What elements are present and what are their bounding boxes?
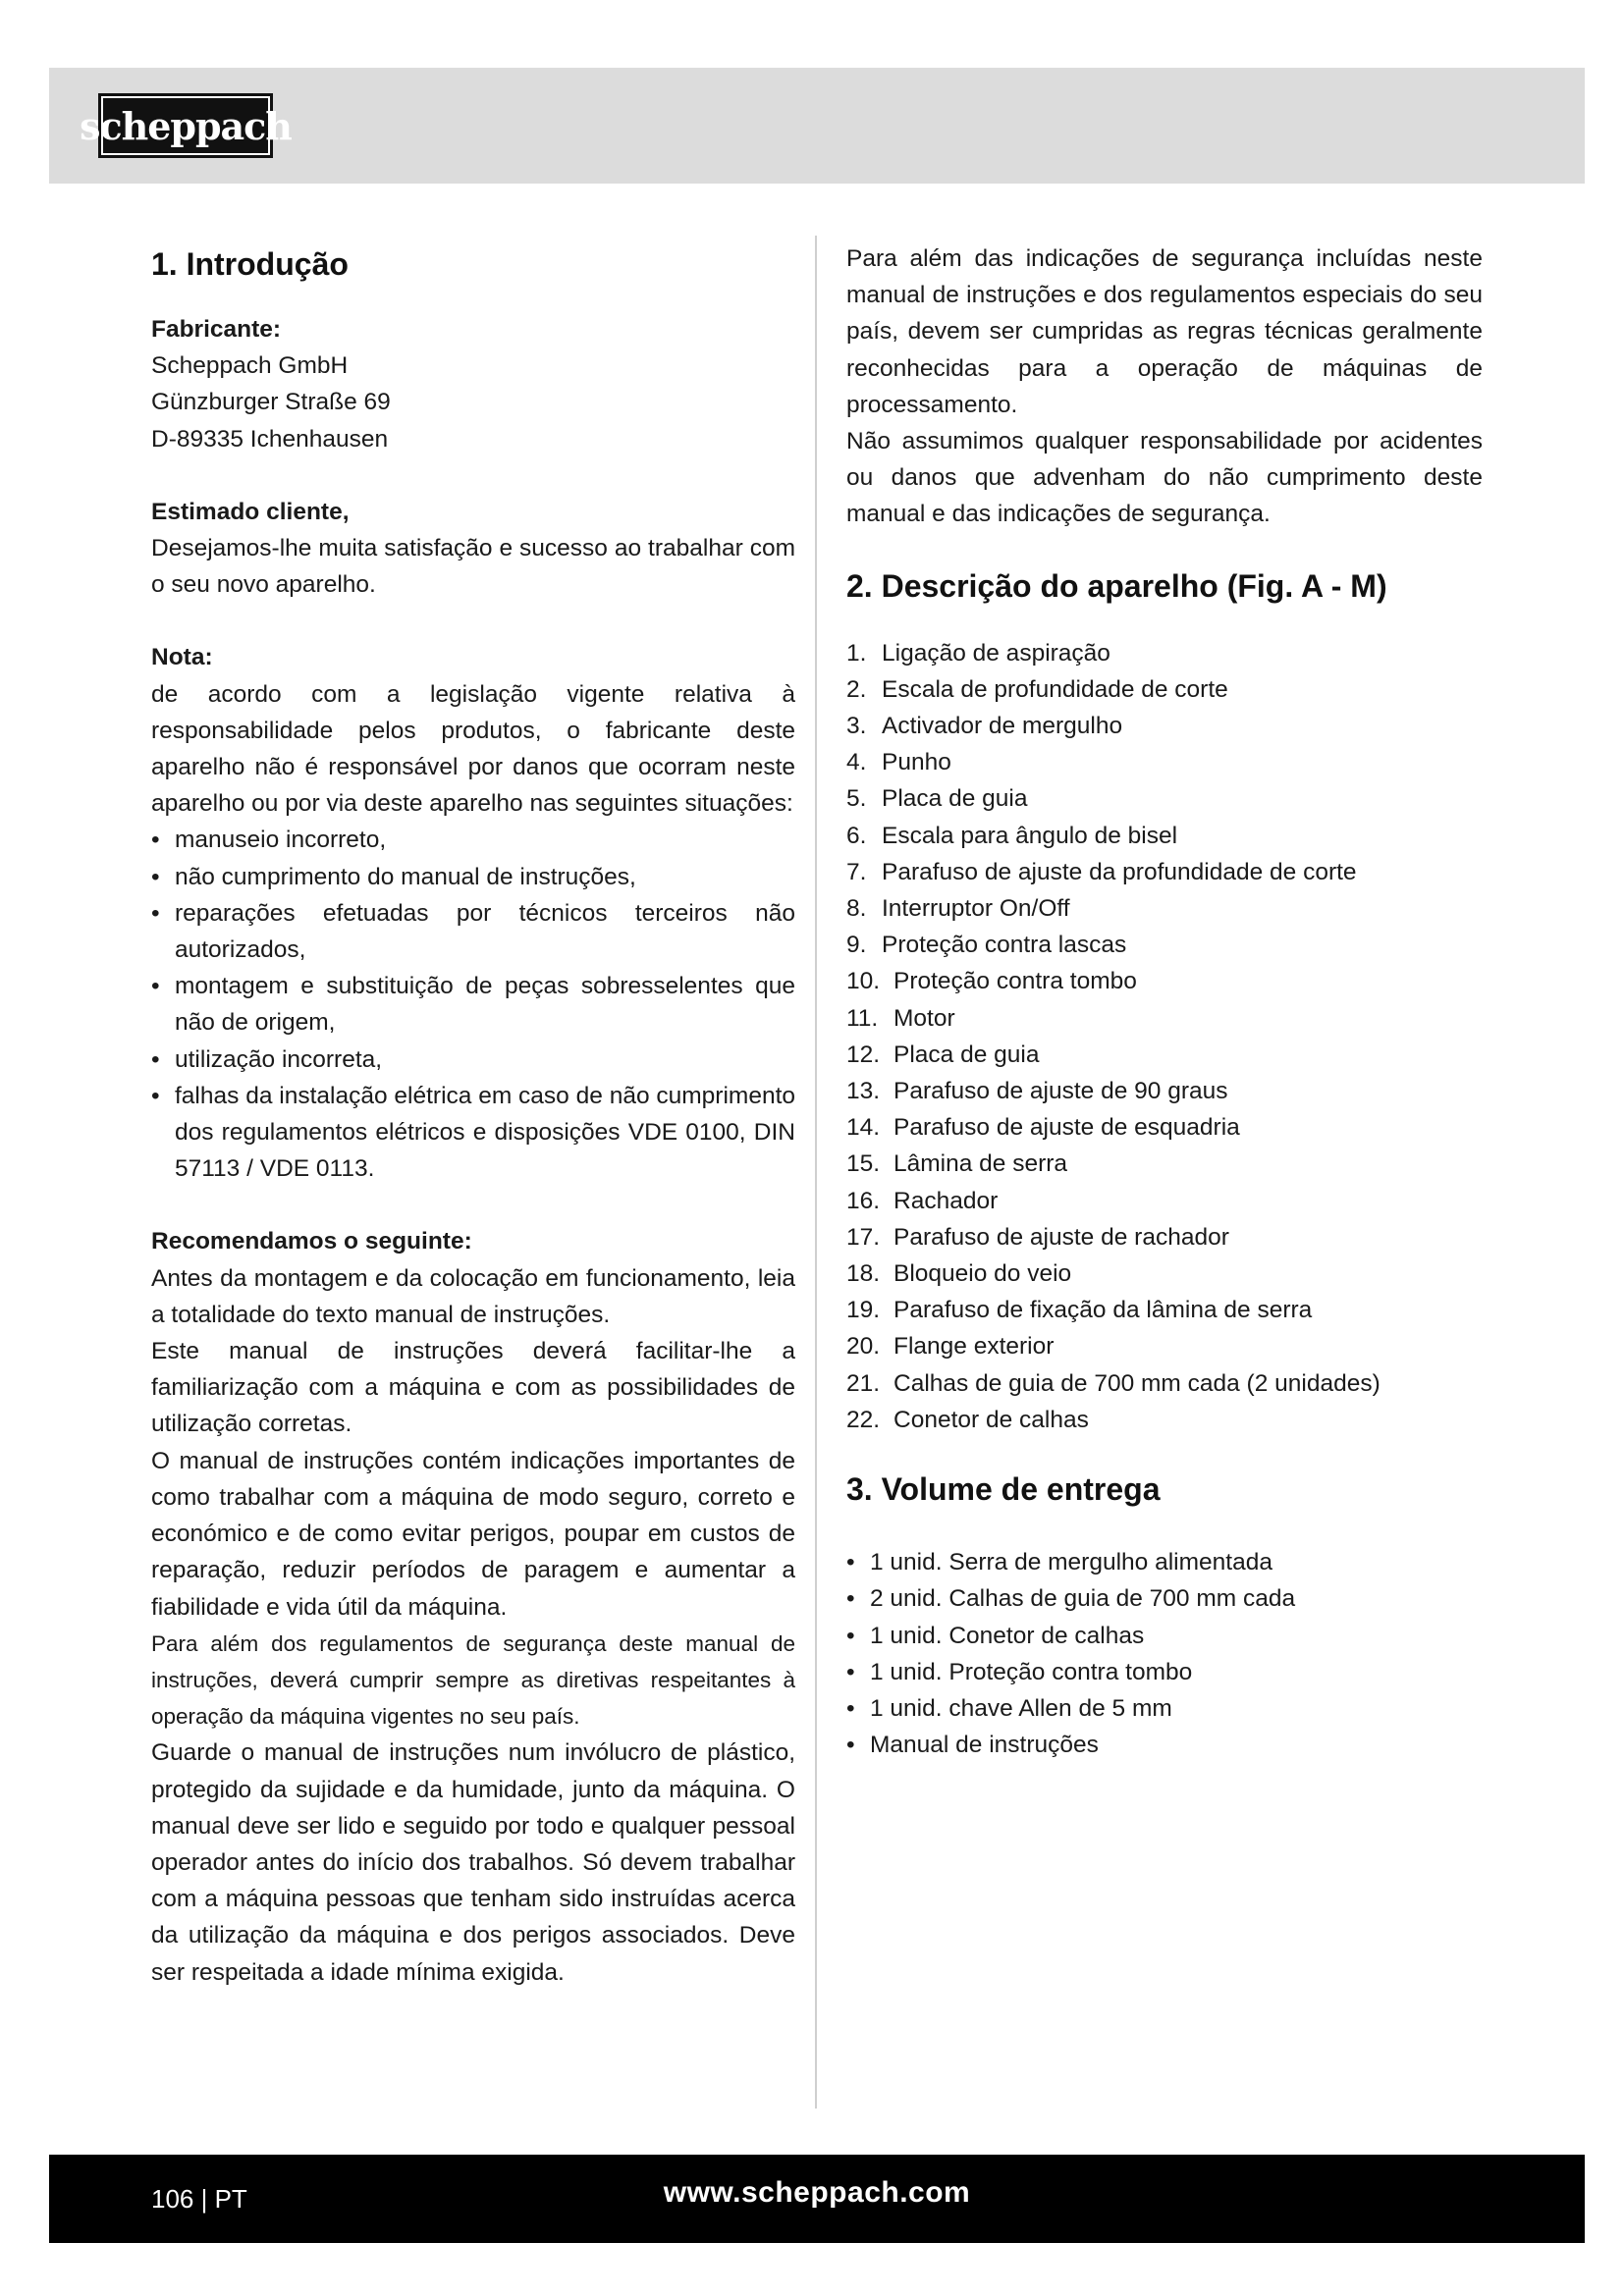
liability-paragraph: Não assumimos qualquer responsabilidade por acidentes ou danos que advenham do não cumprimento deste manual e das indicações de segurança. xyxy=(846,428,1483,528)
list-item: 2. Escala de profundidade de corte xyxy=(846,675,1228,703)
list-item: 20. Flange exterior xyxy=(846,1333,1055,1361)
page-number: 106 | PT xyxy=(151,2184,247,2214)
list-item: 16. Rachador xyxy=(846,1187,999,1214)
recommend-paragraph: Guarde o manual de instruções num invólucro de plástico, protegido da sujidade e da humidade, junto da máquina. O manual deve ser lido e seguido por todo e qualquer pessoal operador antes do início dos trabalhos. Só devem trabalhar com a máquina pessoas que tenham sido instruídas acerca da utilização da máquina e dos perigos associados. Deve ser respeitada a idade mínima exigida. xyxy=(151,1739,795,1986)
dear-customer-label: Estimado cliente, xyxy=(151,498,350,525)
list-item: • 1 unid. chave Allen de 5 mm xyxy=(846,1690,1483,1727)
parts-list xyxy=(846,635,1483,1438)
manufacturer-line: Scheppach GmbH xyxy=(151,352,349,380)
list-item: 19. Parafuso de fixação da lâmina de serra xyxy=(846,1297,1313,1324)
footer xyxy=(49,2155,1585,2243)
column-divider xyxy=(815,236,817,2109)
list-item: 6. Escala para ângulo de bisel xyxy=(846,822,1178,849)
list-item: • não cumprimento do manual de instruções, xyxy=(151,859,795,895)
website-url: www.scheppach.com xyxy=(663,2176,971,2209)
list-item: 10. Proteção contra tombo xyxy=(846,968,1137,995)
list-item: 7. Parafuso de ajuste da profundidade de corte xyxy=(846,858,1357,885)
list-item: • manuseio incorreto, xyxy=(151,822,795,858)
left-column xyxy=(151,240,795,1991)
list-item: 8. Interruptor On/Off xyxy=(846,895,1070,923)
list-item: 14. Parafuso de ajuste de esquadria xyxy=(846,1114,1240,1142)
list-item: • 1 unid. Serra de mergulho alimentada xyxy=(846,1544,1483,1580)
list-item: 5. Placa de guia xyxy=(846,785,1028,813)
list-item: 18. Bloqueio do veio xyxy=(846,1260,1072,1288)
list-item: 22. Conetor de calhas xyxy=(846,1406,1089,1433)
list-item: 15. Lâmina de serra xyxy=(846,1150,1068,1178)
list-item: • falhas da instalação elétrica em caso de não cumprimento dos regulamentos elétricos e disposições VDE 0100, DIN 57113 / VDE 0113. xyxy=(151,1078,795,1188)
section-title-description: 2. Descrição do aparelho (Fig. A - M) xyxy=(846,567,1387,604)
list-item: 4. Punho xyxy=(846,749,951,776)
scheppach-logo: scheppach xyxy=(98,93,273,158)
note-list xyxy=(151,822,795,1187)
list-item: • reparações efetuadas por técnicos terceiros não autorizados, xyxy=(151,895,795,968)
manufacturer-line: D-89335 Ichenhausen xyxy=(151,425,389,453)
section-title-delivery: 3. Volume de entrega xyxy=(846,1471,1161,1508)
note-text: de acordo com a legislação vigente relativa à responsabilidade pelos produtos, o fabricante deste aparelho não é responsável por danos que ocorram neste aparelho ou por via deste aparelho nas seguintes situações: xyxy=(151,680,795,818)
list-item: 17. Parafuso de ajuste de rachador xyxy=(846,1223,1229,1251)
list-item: • Manual de instruções xyxy=(846,1727,1483,1763)
list-item: • 1 unid. Conetor de calhas xyxy=(846,1618,1483,1654)
list-item: • montagem e substituição de peças sobresselentes que não de origem, xyxy=(151,968,795,1041)
list-item: 21. Calhas de guia de 700 mm cada (2 unidades) xyxy=(846,1369,1380,1397)
manufacturer-label: Fabricante: xyxy=(151,316,282,343)
recommend-paragraph: Antes da montagem e da colocação em funcionamento, leia a totalidade do texto manual de instruções. xyxy=(151,1264,795,1328)
recommend-paragraph: Este manual de instruções deverá facilitar-lhe a familiarização com a máquina e com as possibilidades de utilização corretas. xyxy=(151,1338,795,1438)
recommend-paragraph: Para além dos regulamentos de segurança deste manual de instruções, deverá cumprir sempre as diretivas respeitantes à operação da máquina vigentes no seu país. xyxy=(151,1630,795,1730)
list-item: 9. Proteção contra lascas xyxy=(846,932,1127,959)
list-item: 12. Placa de guia xyxy=(846,1041,1040,1068)
right-column xyxy=(846,240,1483,1763)
list-item: 13. Parafuso de ajuste de 90 graus xyxy=(846,1078,1228,1105)
list-item: • 2 unid. Calhas de guia de 700 mm cada xyxy=(846,1580,1483,1617)
header-band xyxy=(49,68,1585,184)
recommend-paragraph: O manual de instruções contém indicações importantes de como trabalhar com a máquina de modo seguro, correto e económico e de como evitar perigos, poupar em custos de reparação, reduzir períodos de paragem e aumentar a fiabilidade e vida útil da máquina. xyxy=(151,1447,795,1621)
recommend-label: Recomendamos o seguinte: xyxy=(151,1228,472,1255)
manufacturer-line: Günzburger Straße 69 xyxy=(151,389,391,416)
list-item: 1. Ligação de aspiração xyxy=(846,639,1110,667)
note-label: Nota: xyxy=(151,644,213,671)
list-item: • utilização incorreta, xyxy=(151,1041,795,1078)
list-item: 11. Motor xyxy=(846,1004,955,1032)
delivery-list xyxy=(846,1544,1483,1763)
safety-paragraph: Para além das indicações de segurança incluídas neste manual de instruções e dos regulamentos especiais do seu país, devem ser cumpridas as regras técnicas geralmente reconhecidas para a operação de máquinas de processamento. xyxy=(846,245,1483,418)
section-title-introduction: 1. Introdução xyxy=(151,246,349,282)
dear-customer-text: Desejamos-lhe muita satisfação e sucesso ao trabalhar com o seu novo aparelho. xyxy=(151,535,795,599)
list-item: • 1 unid. Proteção contra tombo xyxy=(846,1654,1483,1690)
list-item: 3. Activador de mergulho xyxy=(846,713,1123,740)
